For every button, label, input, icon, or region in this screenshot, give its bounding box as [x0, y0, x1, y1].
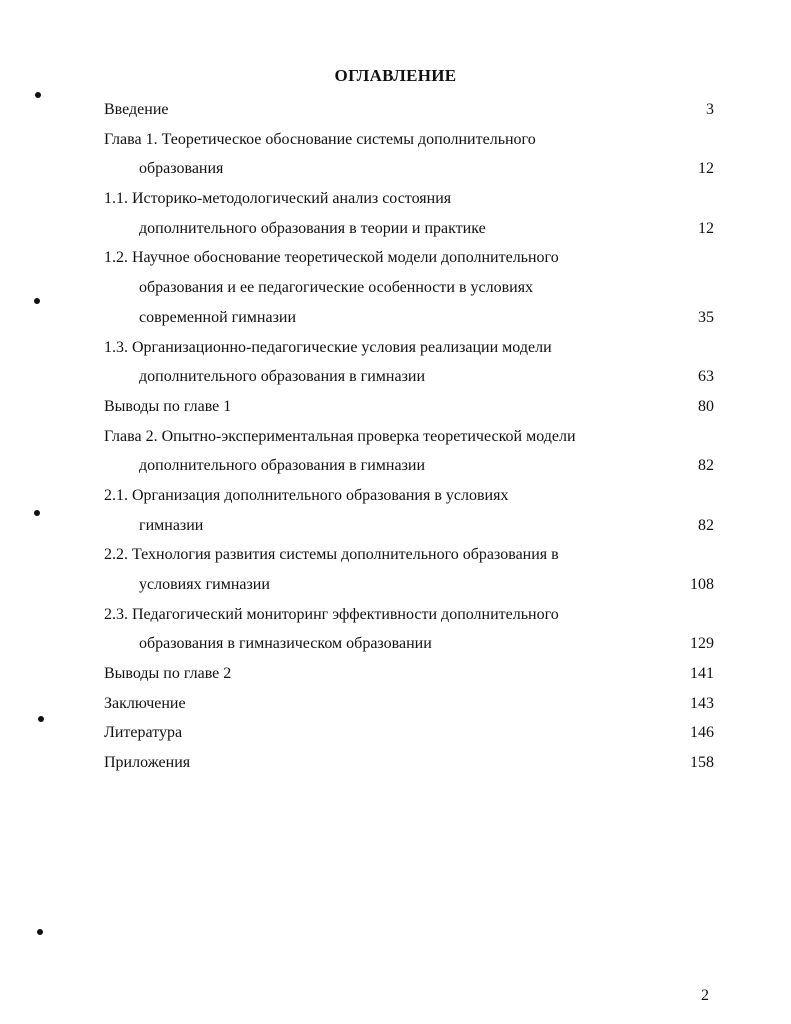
toc-page-number: 35 [698, 308, 714, 326]
toc-entry-text: дополнительного образования в теории и практике [139, 219, 486, 237]
toc-line [104, 570, 714, 600]
toc-entry-text: условиях гимназии [139, 576, 270, 593]
scan-dot [34, 298, 40, 304]
toc-entry-text: Глава 1. Теоретическое обоснование системы дополнительного [104, 130, 536, 148]
toc-entry-text: образования и ее педагогические особенности в условиях [139, 279, 534, 297]
toc-entry-text: дополнительного образования в гимназии [139, 368, 426, 386]
toc-line [104, 689, 714, 719]
toc-page-number: 129 [690, 635, 714, 653]
toc-page-number: 12 [698, 219, 714, 237]
toc-page-number: 12 [698, 160, 714, 178]
toc-page-number: 108 [690, 576, 714, 593]
toc-line [104, 333, 714, 363]
toc-page-number: 141 [690, 665, 714, 683]
toc-entry-text: Литература [104, 724, 183, 742]
page-number: 2 [701, 987, 709, 1004]
toc-page-number: 82 [698, 457, 714, 475]
toc-page-number: 82 [698, 516, 714, 534]
toc-line [104, 422, 714, 452]
toc-line [104, 451, 714, 481]
toc-page-number: 3 [706, 101, 714, 118]
table-of-contents [104, 95, 714, 778]
toc-line [104, 481, 714, 511]
toc-line [104, 243, 714, 273]
toc-line [104, 184, 714, 214]
toc-line [104, 718, 714, 748]
toc-entry-text: Приложения [104, 754, 191, 772]
page-title: ОГЛАВЛЕНИЕ [334, 66, 457, 85]
toc-line [104, 540, 714, 570]
toc-entry-text: образования в гимназическом образовании [139, 635, 432, 653]
toc-entry-text: Выводы по главе 1 [104, 397, 232, 415]
toc-entry-text: гимназии [139, 516, 204, 534]
toc-page-number: 158 [690, 754, 714, 772]
toc-entry-text: 1.2. Научное обоснование теоретической модели дополнительного [104, 249, 559, 267]
scan-dot [37, 929, 43, 935]
toc-line [104, 511, 714, 541]
toc-line [104, 125, 714, 155]
toc-line [104, 600, 714, 630]
toc-line [104, 629, 714, 659]
toc-page-number: 63 [698, 368, 714, 386]
scan-dot [35, 92, 41, 98]
toc-entry-text: современной гимназии [139, 308, 297, 326]
toc-line [104, 659, 714, 689]
toc-page-number: 146 [690, 724, 714, 742]
toc-entry-text: 1.1. Историко-методологический анализ состояния [104, 190, 452, 208]
toc-line [104, 303, 714, 333]
toc-entry-text: Заключение [104, 694, 186, 712]
scan-dot [38, 716, 44, 722]
toc-entry-text: 1.3. Организационно-педагогические условия реализации модели [104, 338, 552, 356]
toc-line [104, 748, 714, 778]
toc-line [104, 392, 714, 422]
toc-entry-text: образования [139, 160, 224, 178]
toc-entry-text: 2.1. Организация дополнительного образования в условиях [104, 486, 509, 504]
toc-line [104, 154, 714, 184]
toc-line [104, 362, 714, 392]
toc-page-number: 143 [690, 694, 714, 712]
toc-line [104, 95, 714, 125]
toc-entry-text: 2.2. Технология развития системы дополнительного образования в [104, 546, 559, 564]
toc-line [104, 214, 714, 244]
toc-page-number: 80 [698, 397, 714, 415]
toc-entry-text: Введение [104, 101, 169, 118]
toc-line [104, 273, 714, 303]
toc-entry-text: Глава 2. Опытно-экспериментальная проверка теоретической модели [104, 427, 576, 445]
toc-entry-text: 2.3. Педагогический мониторинг эффективности дополнительного [104, 605, 559, 623]
toc-entry-text: Выводы по главе 2 [104, 665, 232, 683]
scan-dot [34, 510, 40, 516]
toc-entry-text: дополнительного образования в гимназии [139, 457, 426, 475]
